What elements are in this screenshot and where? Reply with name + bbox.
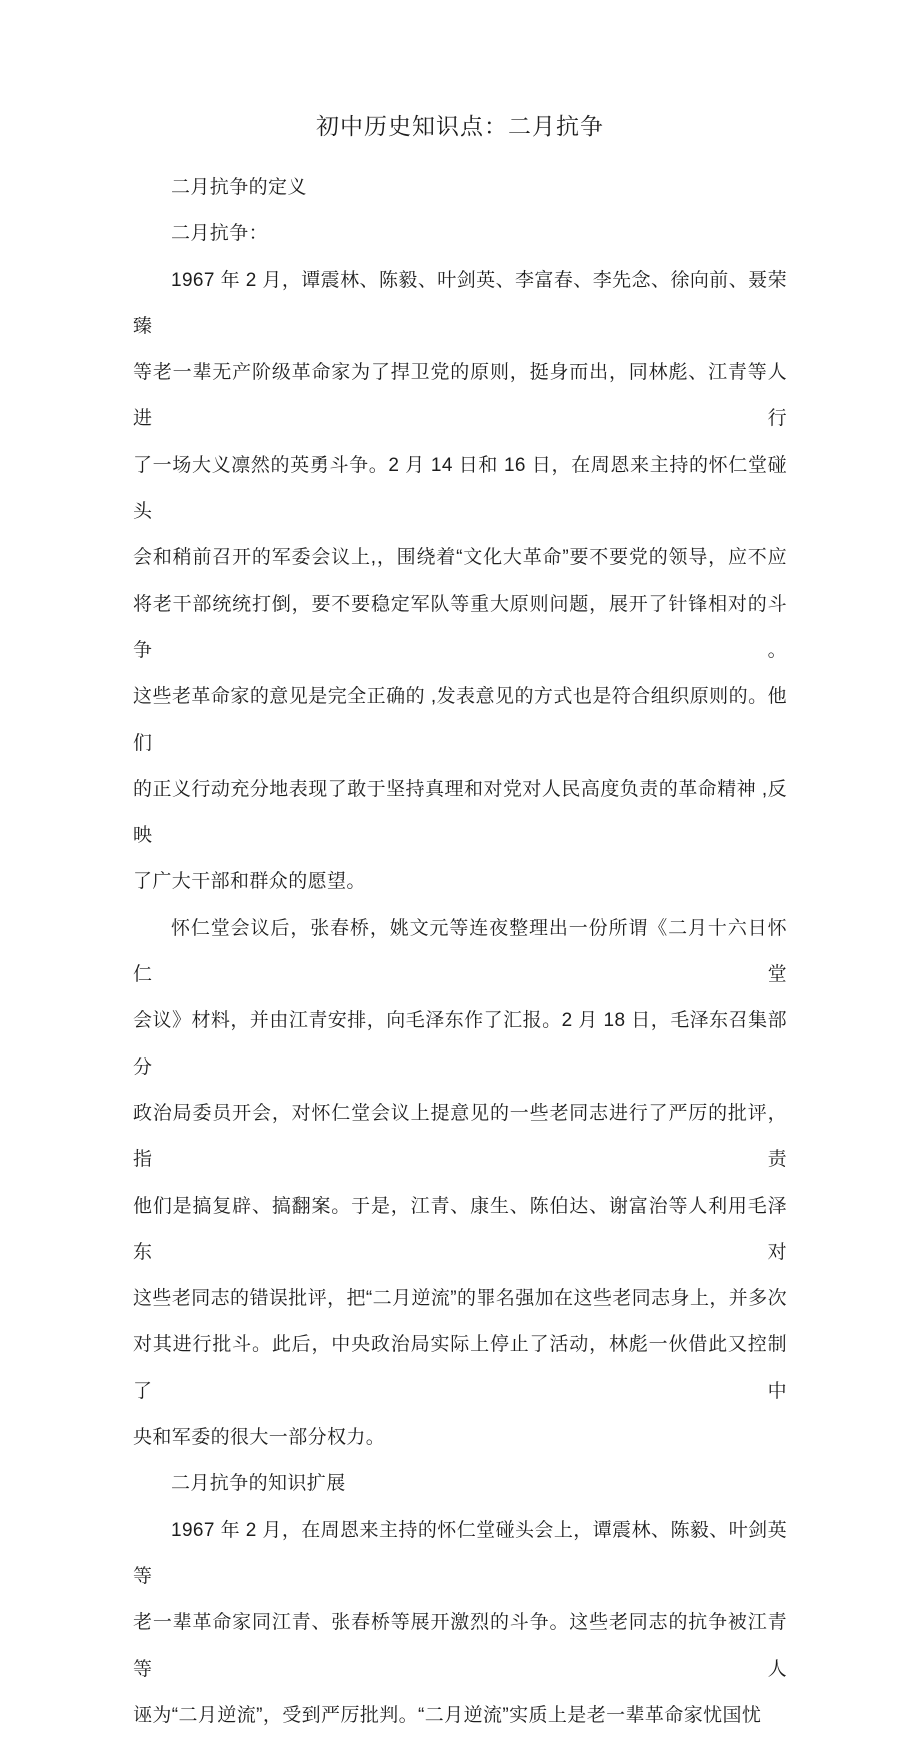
heading-line: 二月抗争：	[171, 223, 269, 245]
document-body	[133, 165, 787, 1739]
paragraph-line: 1967 年 2 月，谭震林、陈毅、叶剑英、李富春、李先念、徐向前、聂荣臻	[133, 269, 787, 337]
paragraph-line: 了一场大义凛然的英勇斗争。2 月 14 日和 16 日，在周恩来主持的怀仁堂碰头	[133, 454, 787, 523]
document-title: 初中历史知识点：二月抗争	[316, 113, 604, 139]
paragraph-line: 对其进行批斗。此后，中央政治局实际上停止了活动，林彪一伙借此又控制了中	[133, 1334, 787, 1402]
heading-line: 二月抗争的知识扩展	[171, 1473, 346, 1495]
paragraph-line: 了广大干部和群众的愿望。	[133, 871, 366, 893]
paragraph-line: 老一辈革命家同江青、张春桥等展开激烈的斗争。这些老同志的抗争被江青等人	[133, 1612, 787, 1680]
paragraph-line: 这些老革命家的意见是完全正确的 ,发表意见的方式也是符合组织原则的。他们	[133, 686, 787, 754]
paragraph-line: 会议》材料，并由江青安排，向毛泽东作了汇报。2 月 18 日，毛泽东召集部分	[133, 1010, 787, 1078]
paragraph-line: 将老干部统统打倒，要不要稳定军队等重大原则问题，展开了针锋相对的斗争。	[133, 593, 787, 661]
paragraph-line: 的正义行动充分地表现了敢于坚持真理和对党对人民高度负责的革命精神 ,反映	[133, 778, 787, 847]
paragraph-line: 1967 年 2 月，在周恩来主持的怀仁堂碰头会上，谭震林、陈毅、叶剑英等	[133, 1519, 787, 1587]
paragraph-line: 政治局委员开会，对怀仁堂会议上提意见的一些老同志进行了严厉的批评，指责	[133, 1102, 787, 1171]
paragraph-line: 他们是搞复辟、搞翻案。于是，江青、康生、陈伯达、谢富治等人利用毛泽东对	[133, 1195, 787, 1263]
paragraph-line: 诬为“二月逆流”，受到严厉批判。“二月逆流”实质上是老一辈革命家忧国忧	[133, 1704, 762, 1726]
paragraph-line: 怀仁堂会议后，张春桥，姚文元等连夜整理出一份所谓《二月十六日怀仁堂	[133, 917, 787, 986]
paragraph-line: 等老一辈无产阶级革命家为了捍卫党的原则，挺身而出，同林彪、江青等人进行	[133, 362, 787, 430]
paragraph-line: 央和军委的很大一部分权力。	[133, 1427, 386, 1449]
paragraph-line: 会和稍前召开的军委会议上,，围绕着“文化大革命”要不要党的领导，应不应	[133, 547, 787, 569]
paragraph-line: 这些老同志的错误批评，把“二月逆流”的罪名强加在这些老同志身上，并多次	[133, 1288, 787, 1310]
heading-line: 二月抗争的定义	[171, 177, 307, 198]
